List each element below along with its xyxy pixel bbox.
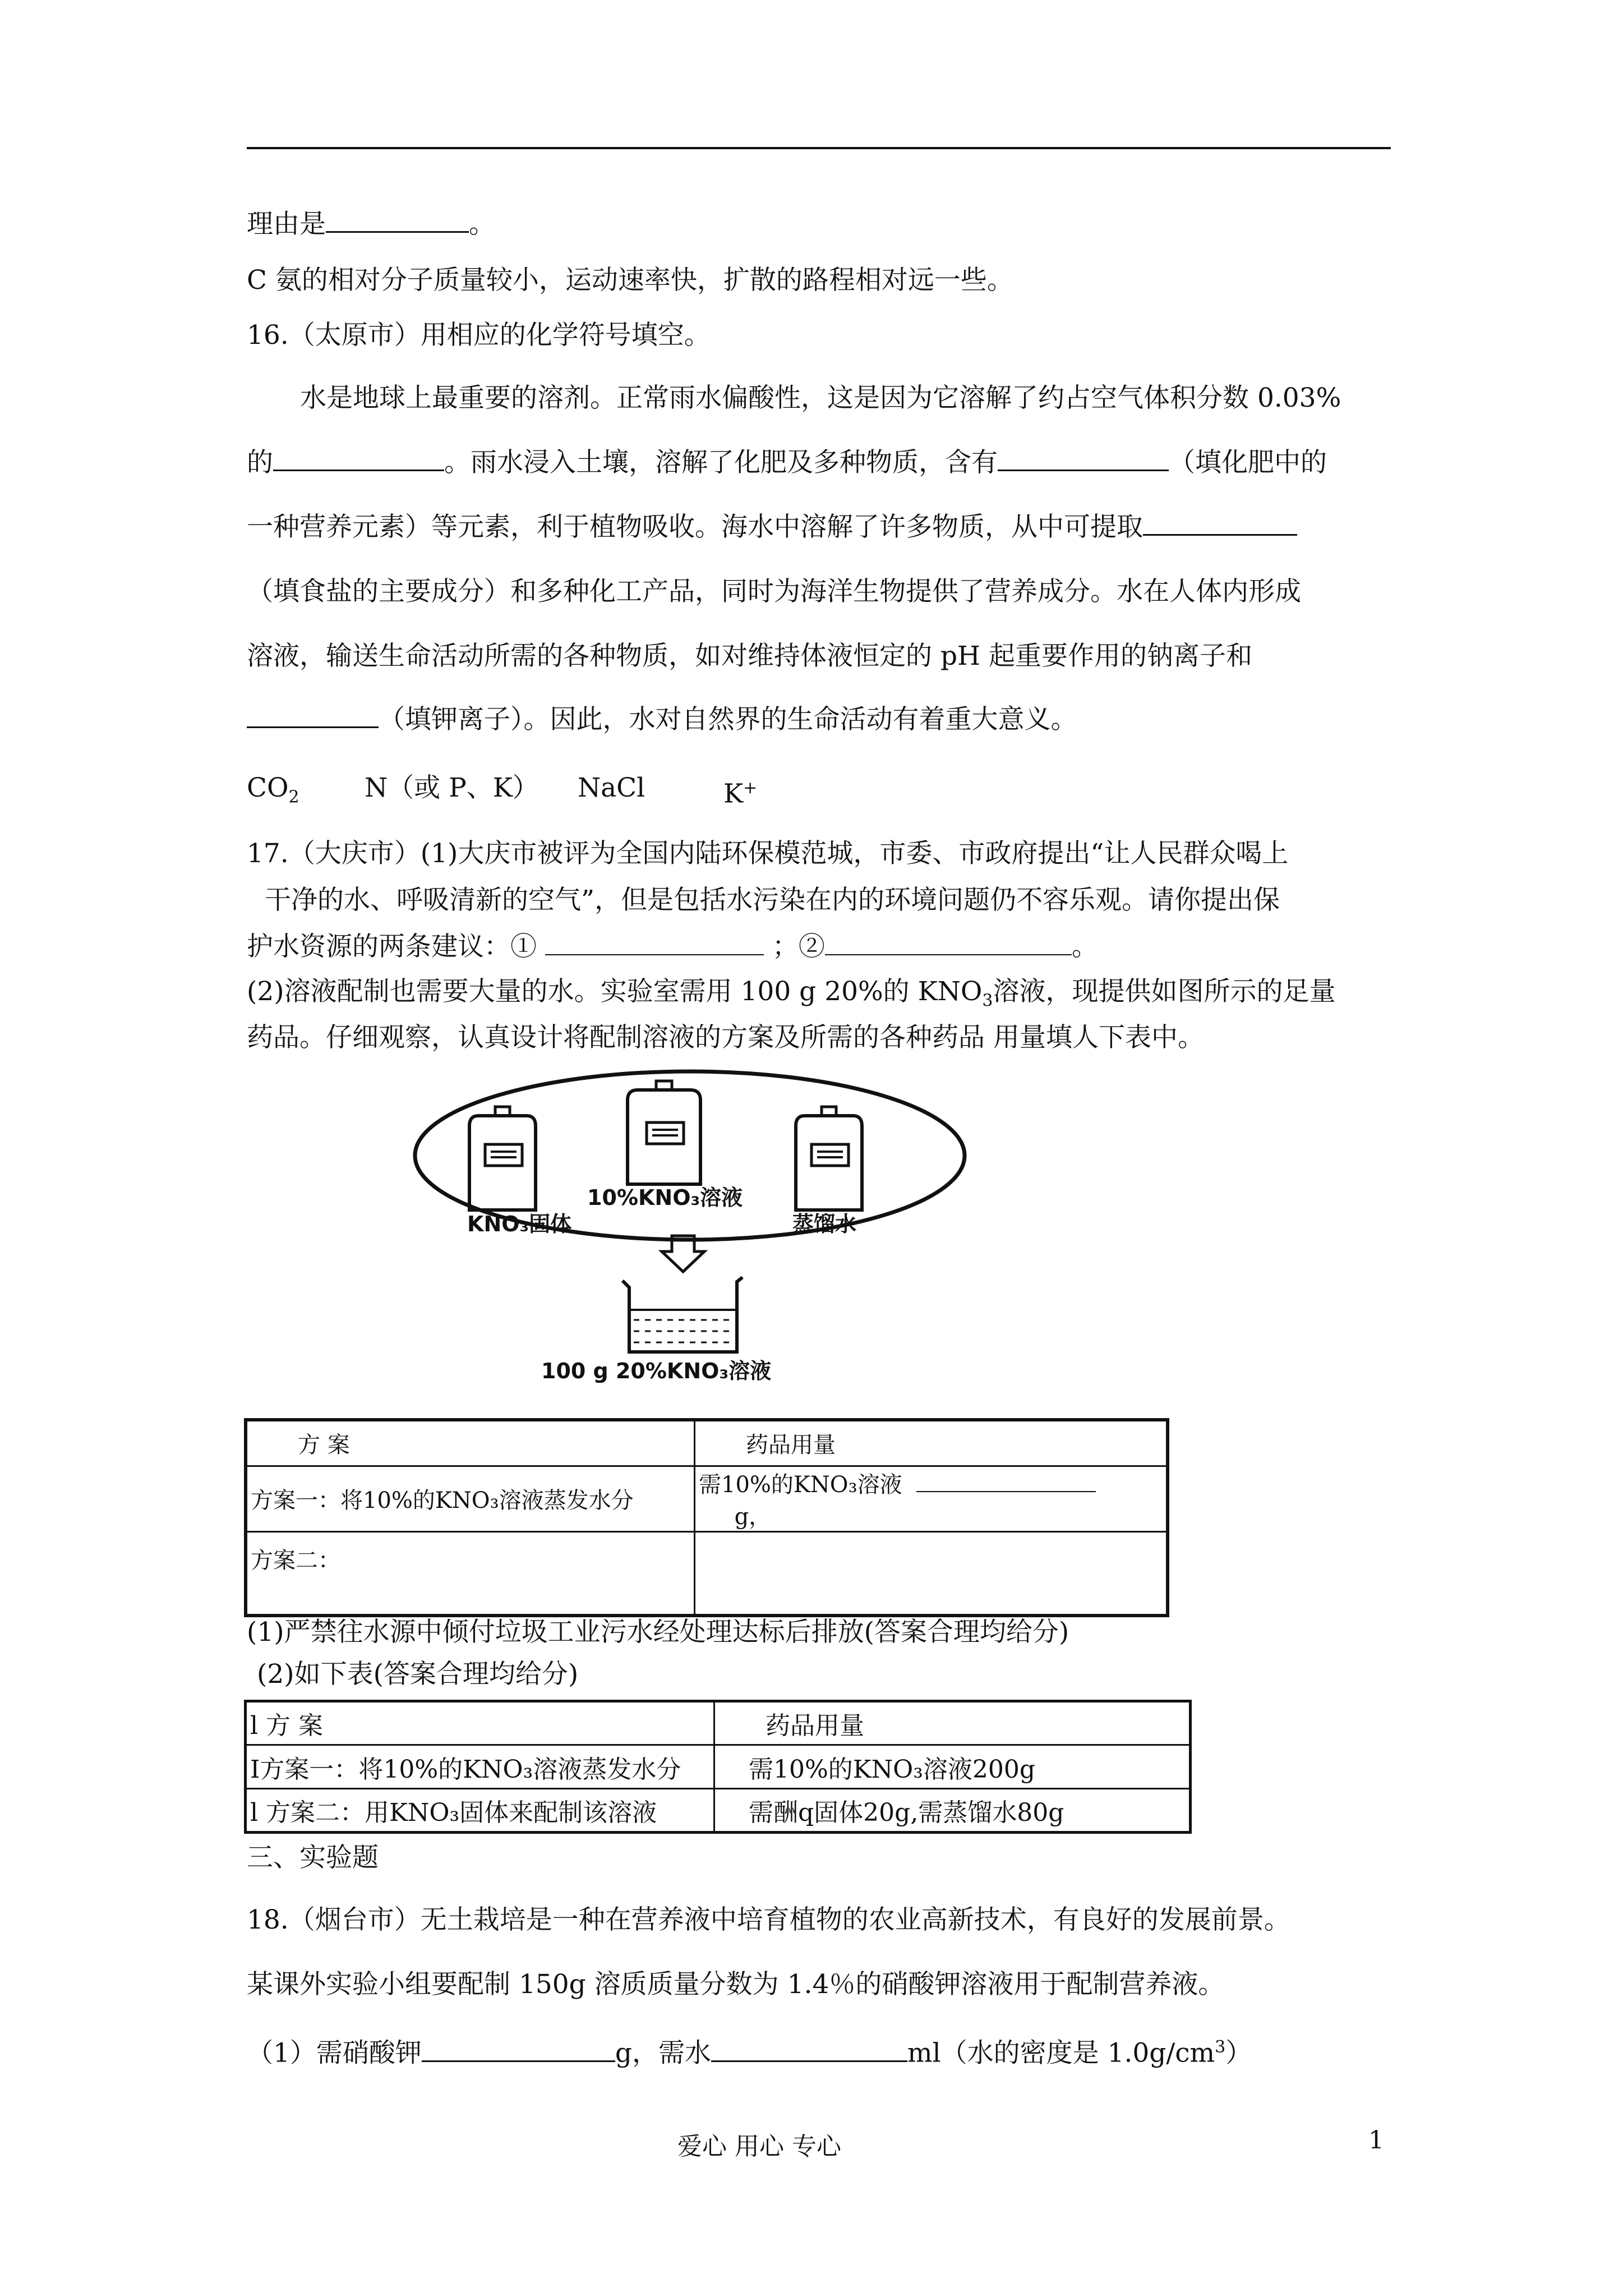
q17-blank-1	[545, 931, 764, 955]
q16-text: 。雨水浸入土壤，溶解了化肥及多种物质，含有	[444, 447, 998, 478]
figure-label-solid: KNO₃固体	[467, 1212, 572, 1236]
header-rule	[247, 147, 1391, 149]
q17-line5: 药品。仔细观察，认真设计将配制溶液的方案及所需的各种药品 用量填人下表中。	[247, 1022, 1204, 1053]
q16-blank-1	[273, 446, 444, 471]
q17-line2: 干净的水、呼吸清新的空气”，但是包括水污染在内的环境问题仍不容乐观。请你提出保	[265, 885, 1280, 915]
reason-line	[247, 208, 495, 241]
reason-label: 理由是	[247, 209, 326, 240]
q16-answer-co2: $CO_2$	[247, 772, 299, 807]
q16-text: （填钾离子）。因此，水对自然界的生命活动有着重大意义。	[379, 704, 1077, 735]
page-number: 1	[1368, 2126, 1384, 2155]
q16-paragraph-line2	[247, 446, 1327, 480]
q17-text: 。	[1071, 931, 1098, 962]
table-cell: 需酬q固体20g,需蒸馏水80g	[714, 1789, 1191, 1833]
q16-text: （填化肥中的	[1169, 447, 1327, 478]
figure-label-solution: 10%KNO₃溶液	[587, 1185, 743, 1210]
q16-answer-nacl: NaCl	[578, 772, 645, 803]
table-cell: 需10%的KNO₃溶液200g	[714, 1745, 1191, 1789]
table-header-plan: 方 案	[246, 1420, 695, 1466]
q16-blank-4	[247, 703, 379, 728]
q17-line1: 17.（大庆市）(1)大庆市被评为全国内陆环保模范城，市委、市政府提出“让人民群众喝上	[247, 838, 1289, 869]
q18-line2: 某课外实验小组要配制 150g 溶质质量分数为 1.4％的硝酸钾溶液用于配制营养液。	[247, 1969, 1225, 2000]
q18-blank-2	[711, 2037, 907, 2062]
bottle-icon	[469, 1107, 536, 1210]
q16-blank-2	[998, 446, 1169, 471]
q16-text: 的	[247, 447, 273, 478]
table-cell: 需10%的KNO₃溶液 g，	[695, 1466, 1168, 1531]
q16-answer-n: N（或 P、K）	[365, 772, 539, 803]
q16-title: 16.（太原市）用相应的化学符号填空。	[247, 320, 711, 351]
q17-answer-2: (2)如下表(答案合理均给分)	[257, 1659, 579, 1690]
table-cell	[695, 1531, 1168, 1616]
table-header-amount: 药品用量	[695, 1420, 1168, 1466]
reason-blank	[326, 208, 469, 233]
bottle-icon	[628, 1081, 700, 1184]
table-header-amount: 药品用量	[714, 1701, 1191, 1745]
q16-paragraph-line6	[247, 703, 1077, 737]
figure-label-target: 100 g 20%KNO₃溶液	[541, 1359, 772, 1383]
q16-blank-3	[1143, 510, 1297, 536]
table-cell: I方案一：将10%的KNO₃溶液蒸发水分	[246, 1745, 714, 1789]
beaker-icon	[623, 1277, 743, 1352]
plan-table-answer	[244, 1700, 1192, 1834]
q16-text: 一种营养元素）等元素，利于植物吸收。海水中溶解了许多物质，从中可提取	[247, 512, 1143, 542]
q17-line3	[247, 930, 1098, 964]
q17-blank-2	[825, 931, 1072, 955]
section-heading: 三、实验题	[247, 1842, 379, 1873]
q17-text: ；②	[772, 931, 825, 962]
reagents-figure	[412, 1069, 979, 1383]
bottle-icon	[796, 1107, 862, 1210]
q16-paragraph-line1: 水是地球上最重要的溶剂。正常雨水偏酸性，这是因为它溶解了约占空气体积分数 0.03%	[300, 383, 1341, 413]
table-header-plan: l 方 案	[246, 1701, 714, 1745]
q17-text: 护水资源的两条建议：①	[247, 931, 537, 962]
plan-table-blank	[244, 1418, 1169, 1617]
q18-blank-1	[422, 2037, 615, 2062]
q16-answer-k: K+	[723, 778, 758, 809]
answer-c-line: C 氨的相对分子质量较小，运动速率快，扩散的路程相对远一些。	[247, 265, 1013, 296]
reason-end: 。	[469, 209, 495, 240]
table-cell: 方案一：将10%的KNO₃溶液蒸发水分	[246, 1466, 695, 1531]
table-blank	[916, 1473, 1096, 1492]
q16-paragraph-line3	[247, 510, 1297, 544]
q18-line1: 18.（烟台市）无土栽培是一种在营养液中培育植物的农业高新技术，有良好的发展前景。	[247, 1904, 1290, 1935]
figure-label-water: 蒸馏水	[792, 1212, 857, 1236]
q16-paragraph-line4: （填食盐的主要成分）和多种化工产品，同时为海洋生物提供了营养成分。水在人体内形成	[247, 576, 1301, 607]
q17-answer-1: (1)严禁往水源中倾付垃圾工业污水经处理达标后排放(答案合理均给分)	[247, 1617, 1069, 1648]
q17-line4: (2)溶液配制也需要大量的水。实验室需用 100 g 20%的 $KNO_3$溶液，现提供如图所示的足量	[247, 976, 1336, 1011]
footer-motto: 爱心 用心 专心	[677, 2132, 841, 2161]
q18-line3: （1）需硝酸钾 g，需水 ml（水的密度是 $1.0g/cm^3$）	[247, 2037, 1252, 2069]
table-cell: 方案二：	[246, 1531, 695, 1616]
q16-paragraph-line5: 溶液，输送生命活动所需的各种物质，如对维持体液恒定的 pH 起重要作用的钠离子和	[247, 641, 1252, 671]
table-cell: l 方案二：用KNO₃固体来配制该溶液	[246, 1789, 714, 1833]
